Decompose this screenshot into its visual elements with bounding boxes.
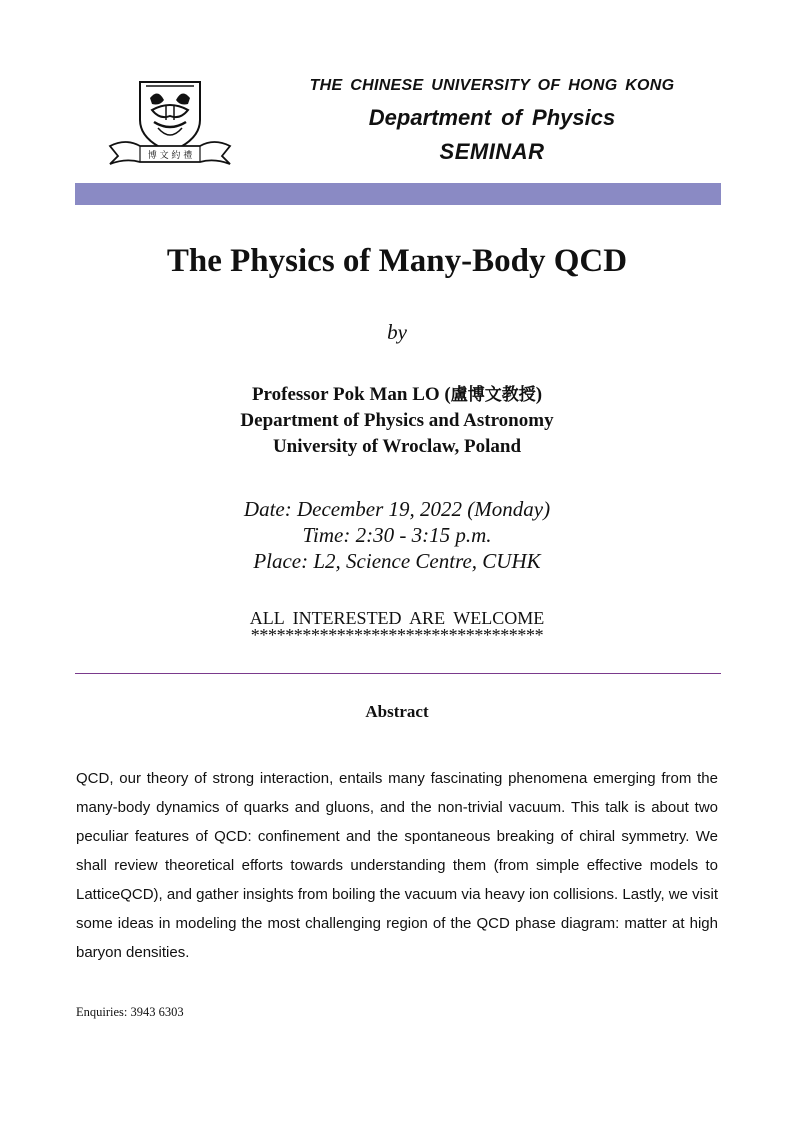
abstract-body: QCD, our theory of strong interaction, entails many fascinating phenomena emerging from the many-body dynamics of quarks and gluons, and the non-trivial vacuum. This talk is about two peculiar features of QCD: confinement and the spontaneous breaking of chiral symmetry. We shall review theoretical efforts towards understanding them (from simple effective models to LatticeQCD), and gather insights from boiling the vacuum via heavy ion collisions. Lastly, we visit some ideas in modeling the most challenging region of the QCD phase diagram: matter at high baryon densities. [76, 770, 718, 961]
event-type: SEMINAR [439, 139, 545, 164]
speaker-block [0, 382, 794, 460]
enquiries-label: Enquiries: [76, 1005, 128, 1019]
welcome-text: ALL INTERESTED ARE WELCOME [249, 608, 545, 628]
speaker-name [0, 382, 794, 408]
speaker-name-close: ) [535, 384, 543, 405]
header-accent-bar [75, 183, 721, 205]
section-divider [75, 673, 721, 674]
svg-text:博 文 約 禮: 博 文 約 禮 [147, 151, 193, 161]
event-place: Place: L2, Science Centre, CUHK [253, 549, 541, 573]
abstract-heading: Abstract [365, 702, 429, 721]
event-details [0, 496, 794, 574]
enquiries [76, 1005, 184, 1020]
event-time: Time: 2:30 - 3:15 p.m. [302, 523, 492, 547]
enquiries-phone: 3943 6303 [130, 1005, 184, 1019]
department-name: Department of Physics [368, 105, 616, 130]
by-label: by [387, 320, 407, 344]
speaker-department: Department of Physics and Astronomy [240, 410, 554, 431]
speaker-name-text: Professor Pok Man LO ( [251, 384, 451, 405]
talk-title: The Physics of Many-Body QCD [166, 243, 628, 279]
event-date: Date: December 19, 2022 (Monday) [243, 497, 551, 521]
cuhk-crest-icon [106, 76, 234, 168]
speaker-institution: University of Wroclaw, Poland [272, 436, 522, 457]
university-name: THE CHINESE UNIVERSITY OF HONG KONG [309, 77, 675, 94]
speaker-name-chinese: 盧博文教授 [450, 385, 536, 405]
star-divider: ********************************** [250, 625, 544, 645]
